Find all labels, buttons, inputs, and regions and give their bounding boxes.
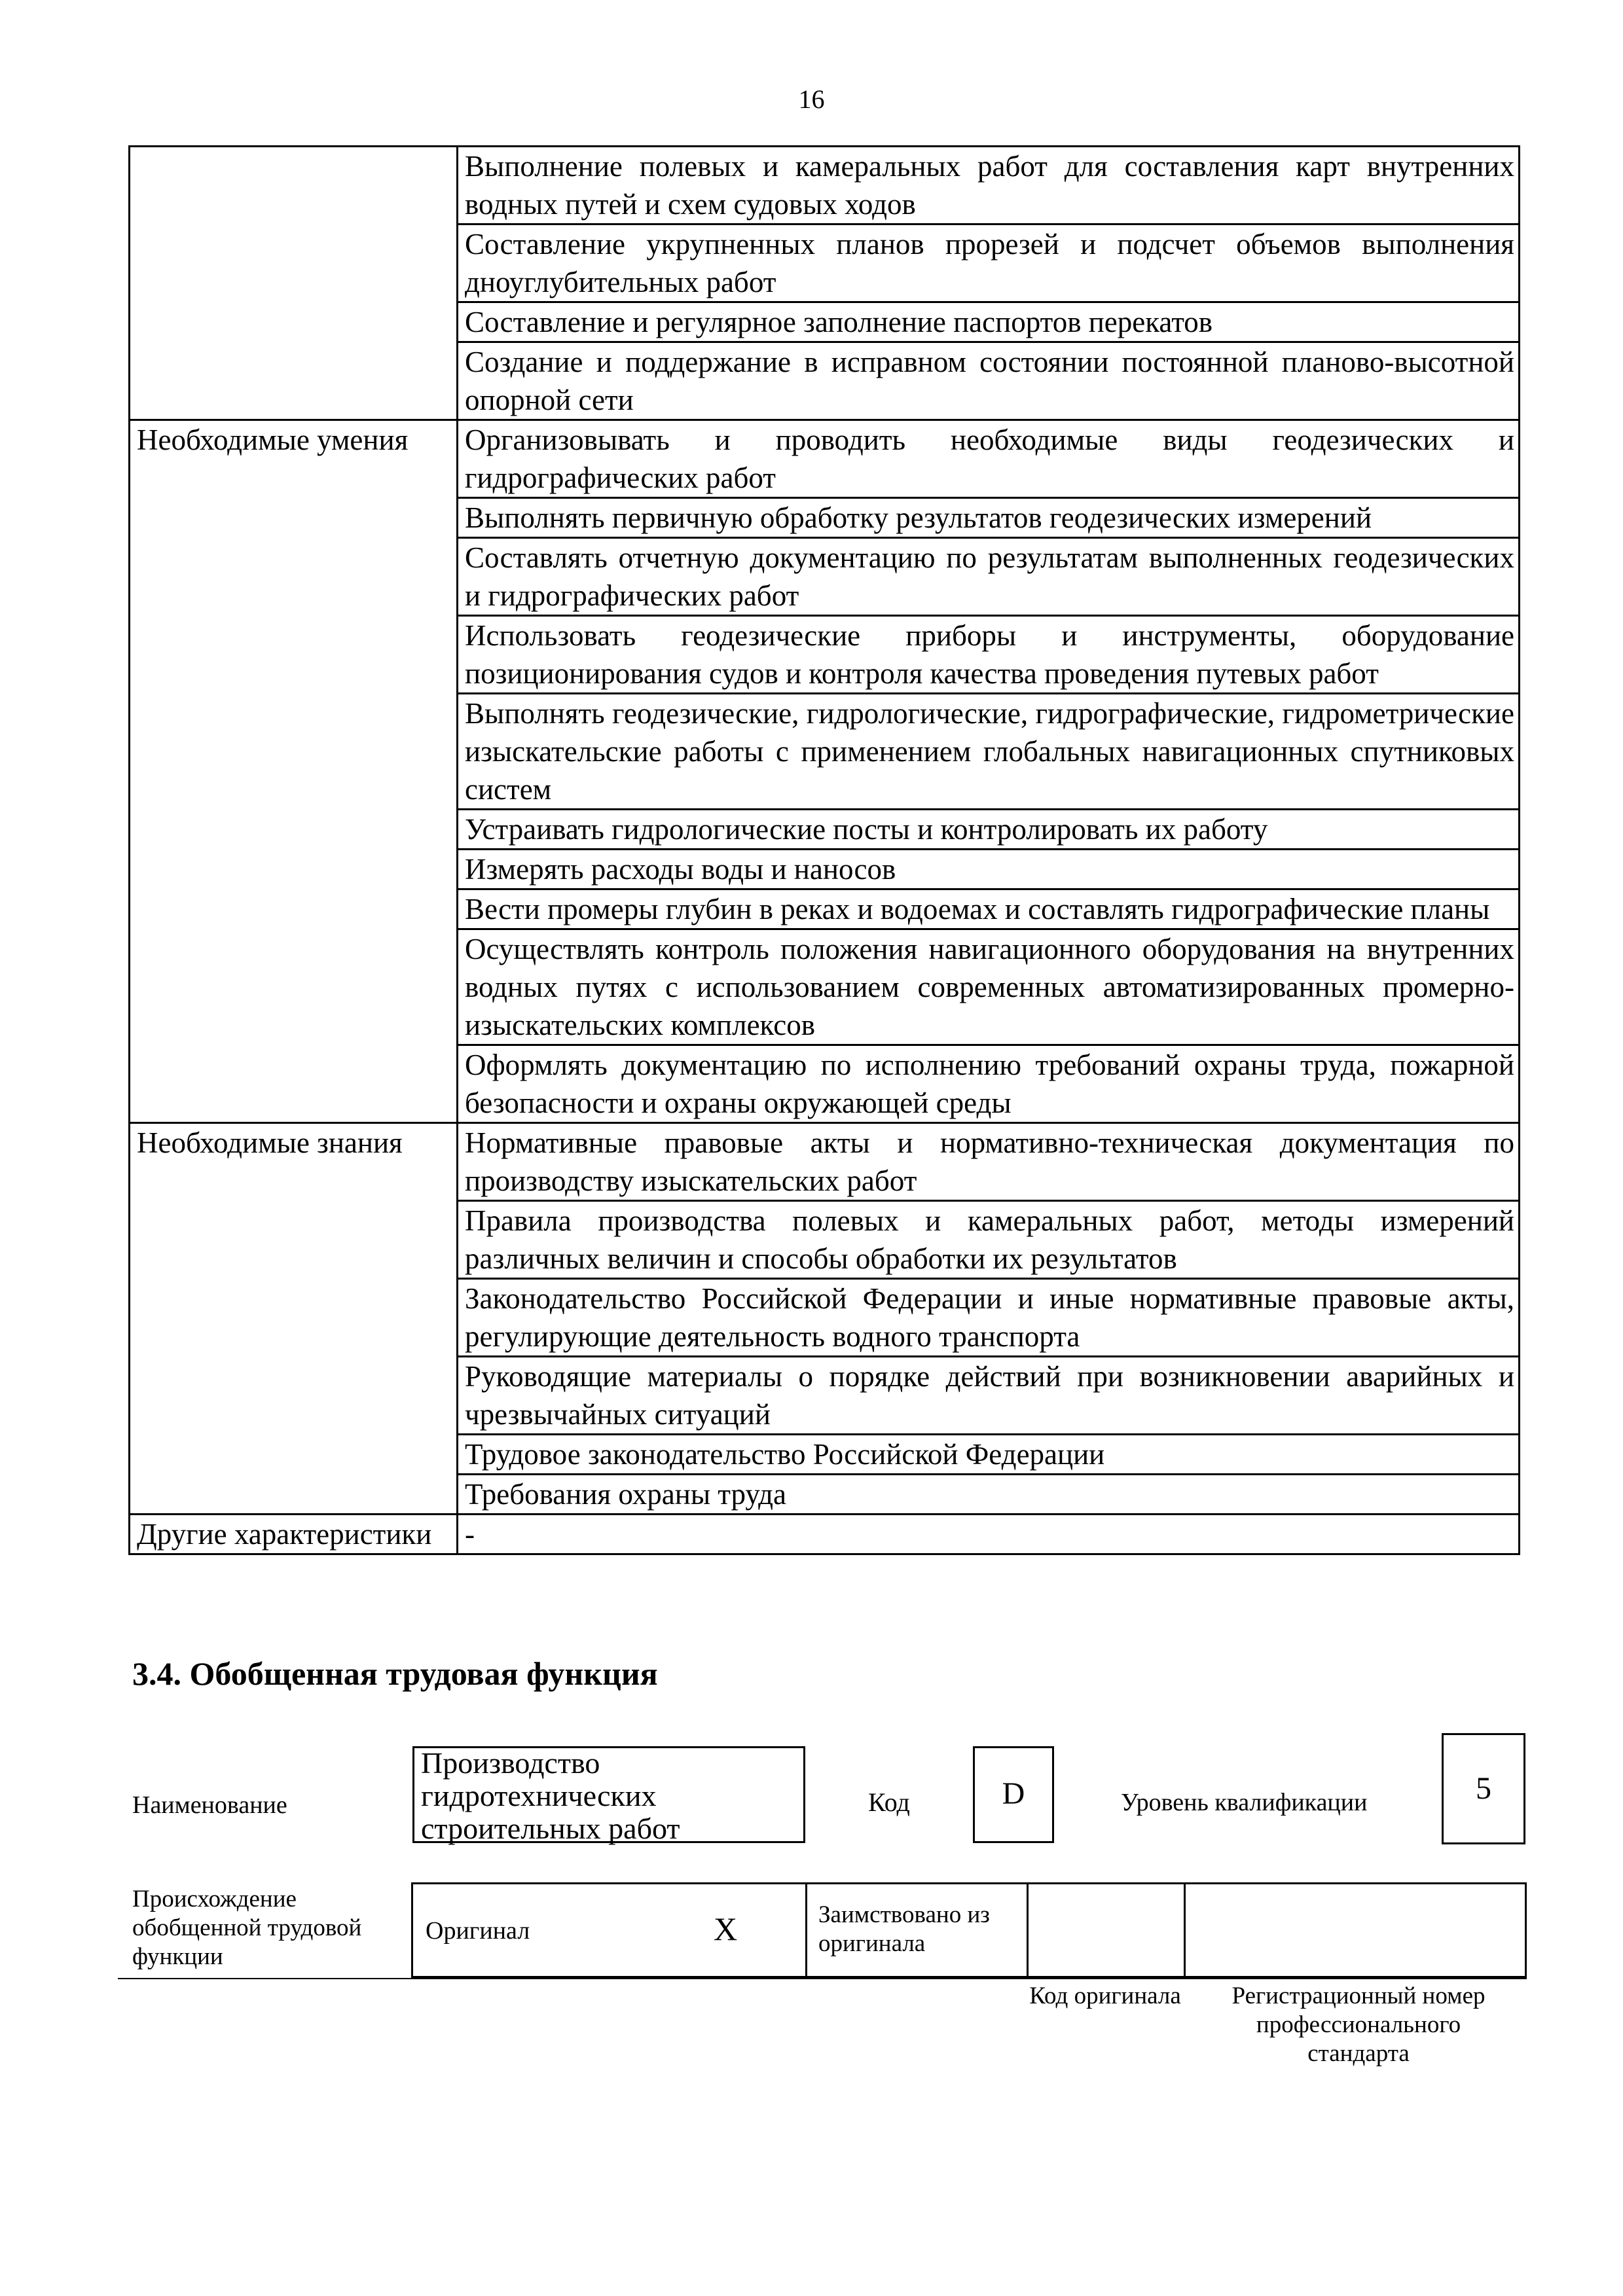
row-text: Оформлять документацию по исполнению требований охраны труда, пожарной безопасности и охраны окружающей среды	[458, 1045, 1520, 1123]
row-label	[130, 147, 458, 420]
row-text: Использовать геодезические приборы и инструменты, оборудование позиционирования судов и контроля качества проведения путевых работ	[458, 616, 1520, 694]
table-row	[130, 147, 1520, 224]
code-caption: Код оригинала	[1029, 1982, 1181, 2009]
row-text: Составлять отчетную документацию по результатам выполненных геодезических и гидрографических работ	[458, 538, 1520, 616]
row-text: Правила производства полевых и камеральных работ, методы измерений различных величин и способы обработки их результатов	[458, 1201, 1520, 1279]
table-row	[130, 1515, 1520, 1554]
code-value-box	[973, 1746, 1054, 1843]
origin-underline	[118, 1978, 1527, 1979]
section-title: 3.4. Обобщенная трудовая функция	[132, 1655, 658, 1692]
origin-label: Происхождение обобщенной трудовой функции	[132, 1886, 362, 1970]
row-text: -	[458, 1515, 1520, 1554]
row-label: Необходимые умения	[130, 420, 458, 1123]
row-text: Осуществлять контроль положения навигационного оборудования на внутренних водных путях с использованием современных автоматизированных промерно-изыскательских комплексов	[458, 929, 1520, 1045]
table-row	[130, 420, 1520, 498]
page-number: 16	[798, 84, 825, 114]
origin-divider-2	[1027, 1882, 1029, 1978]
origin-divider-3	[1184, 1882, 1186, 1978]
row-text: Законодательство Российской Федерации и иные нормативные правовые акты, регулирующие деятельность водного транспорта	[458, 1279, 1520, 1357]
row-text: Организовывать и проводить необходимые виды геодезических и гидрографических работ	[458, 420, 1520, 498]
row-text: Трудовое законодательство Российской Федерации	[458, 1435, 1520, 1475]
original-mark: X	[714, 1910, 738, 1947]
reg-caption: Регистрационный номер профессионального стандарта	[1231, 1982, 1486, 2067]
original-label: Оригинал	[426, 1917, 530, 1945]
name-value: Производство гидротехнических строительных работ	[421, 1746, 680, 1845]
row-text: Измерять расходы воды и наносов	[458, 850, 1520, 889]
name-label: Наименование	[132, 1791, 287, 1819]
row-text: Требования охраны труда	[458, 1475, 1520, 1515]
level-label: Уровень квалификации	[1121, 1789, 1368, 1816]
row-label: Другие характеристики	[130, 1515, 458, 1554]
row-text: Нормативные правовые акты и нормативно-техническая документация по производству изыскательских работ	[458, 1123, 1520, 1201]
code-label: Код	[868, 1787, 910, 1817]
code-value: D	[1002, 1776, 1025, 1811]
borrowed-label: Заимствовано из оригинала	[818, 1901, 990, 1957]
row-text: Составление укрупненных планов прорезей и подсчет объемов выполнения дноуглубительных работ	[458, 224, 1520, 302]
row-label: Необходимые знания	[130, 1123, 458, 1515]
row-text: Устраивать гидрологические посты и контролировать их работу	[458, 810, 1520, 850]
row-text: Выполнять первичную обработку результатов геодезических измерений	[458, 498, 1520, 538]
name-value-box	[412, 1746, 805, 1843]
row-text: Вести промеры глубин в реках и водоемах и составлять гидрографические планы	[458, 889, 1520, 929]
row-text: Выполнять геодезические, гидрологические, гидрографические, гидрометрические изыскательские работы с применением глобальных навигационных спутниковых систем	[458, 694, 1520, 810]
table-row	[130, 1123, 1520, 1201]
requirements-table	[128, 145, 1520, 1555]
level-value: 5	[1476, 1771, 1491, 1806]
origin-divider-1	[805, 1882, 807, 1978]
row-text: Создание и поддержание в исправном состоянии постоянной планово-высотной опорной сети	[458, 342, 1520, 420]
row-text: Составление и регулярное заполнение паспортов перекатов	[458, 302, 1520, 342]
row-text: Выполнение полевых и камеральных работ для составления карт внутренних водных путей и схем судовых ходов	[458, 147, 1520, 224]
row-text: Руководящие материалы о порядке действий при возникновении аварийных и чрезвычайных ситуаций	[458, 1357, 1520, 1435]
level-value-box	[1442, 1733, 1525, 1844]
